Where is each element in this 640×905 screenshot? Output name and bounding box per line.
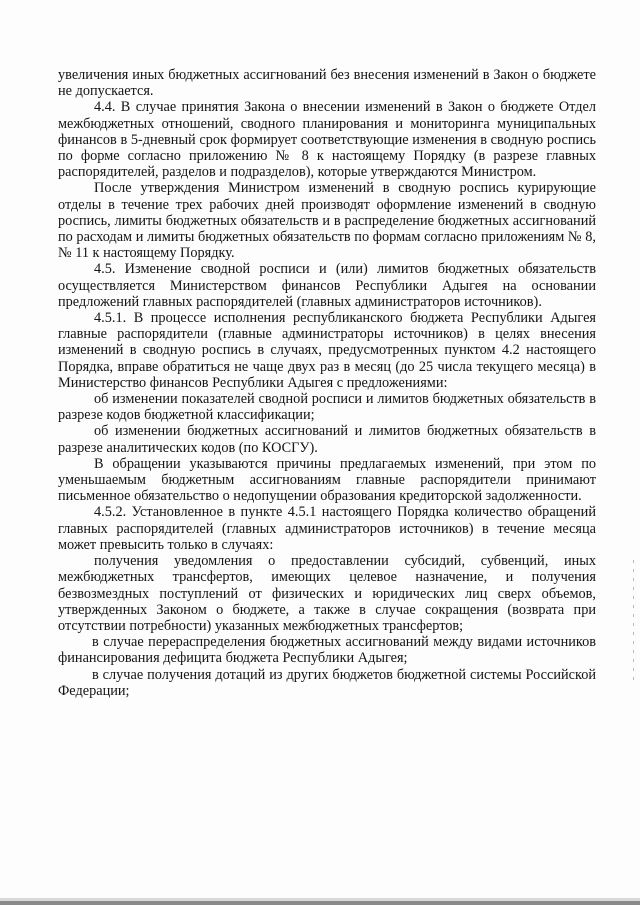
paragraph-continuation: увеличения иных бюджетных ассигнований без внесения изменений в Закон о бюджете не допускается.: [58, 67, 596, 100]
scan-edge-mark: [633, 560, 634, 680]
paragraph-4-5-1: 4.5.1. В процессе исполнения республиканского бюджета Республики Адыгея главные распорядители (главные администраторы источников) в целях внесения изменений в сводную роспись в случаях, предусмотренных пунктом 4.2 настоящего Порядка, вправе обратиться не чаще двух раз в месяц (до 25 числа текущего месяца) в Министерство финансов Республики Адыгея с предложениями:: [58, 310, 596, 391]
list-item-allocations: об изменении бюджетных ассигнований и лимитов бюджетных обязательств в разрезе аналитических кодов (по КОСГУ).: [58, 423, 596, 456]
scan-bottom-edge: [0, 901, 640, 905]
paragraph-4-5-2: 4.5.2. Установленное в пункте 4.5.1 настоящего Порядка количество обращений главных распорядителей (главных администраторов источников) в течение месяца может превысить только в случаях:: [58, 504, 596, 553]
paragraph-4-4: 4.4. В случае принятия Закона о внесении изменений в Закон о бюджете Отдел межбюджетных отношений, сводного планирования и мониторинга муниципальных финансов в 5-дневный срок формирует соответствующие изменения в сводную роспись по форме согласно приложению № 8 к настоящему Порядку (в разрезе главных распорядителей, разделов и подразделов), которые утверждаются Министром.: [58, 99, 596, 181]
paragraph-4-5: 4.5. Изменение сводной росписи и (или) лимитов бюджетных обязательств осуществляется Министерством финансов Республики Адыгея на основании предложений главных распорядителей (главных администраторов источников).: [58, 261, 596, 310]
paragraph-after-approval: После утверждения Министром изменений в сводную роспись курирующие отделы в течение трех рабочих дней производят оформление изменений в сводную роспись, лимиты бюджетных обязательств и в распределение бюджетных ассигнований по расходам и лимиты бюджетных обязательств по формам согласно приложениям № 8, № 11 к настоящему Порядку.: [58, 180, 596, 262]
list-item-subsidies: в случае получения дотаций из других бюджетов бюджетной системы Российской Федерации;: [58, 666, 596, 699]
document-body: [58, 67, 596, 699]
paragraph-request-reasons: В обращении указываются причины предлагаемых изменений, при этом по уменьшаемым бюджетным ассигнованиям главные распорядители принимают письменное обязательство о недопущении образования кредиторской задолженности.: [58, 455, 596, 505]
list-item-indicators: об изменении показателей сводной росписи и лимитов бюджетных обязательств в разрезе кодов бюджетной классификации;: [58, 391, 596, 424]
list-item-redistribution: в случае перераспределения бюджетных ассигнований между видами источников финансирования дефицита бюджета Республики Адыгея;: [58, 634, 596, 667]
list-item-notifications: получения уведомления о предоставлении субсидий, субвенций, иных межбюджетных трансфертов, имеющих целевое назначение, и получения безвозмездных поступлений от физических и юридических лиц сверх объемов, утвержденных Законом о бюджете, а также в случае сокращения (возврата при отсутствии потребности) указанных межбюджетных трансфертов;: [58, 553, 596, 634]
